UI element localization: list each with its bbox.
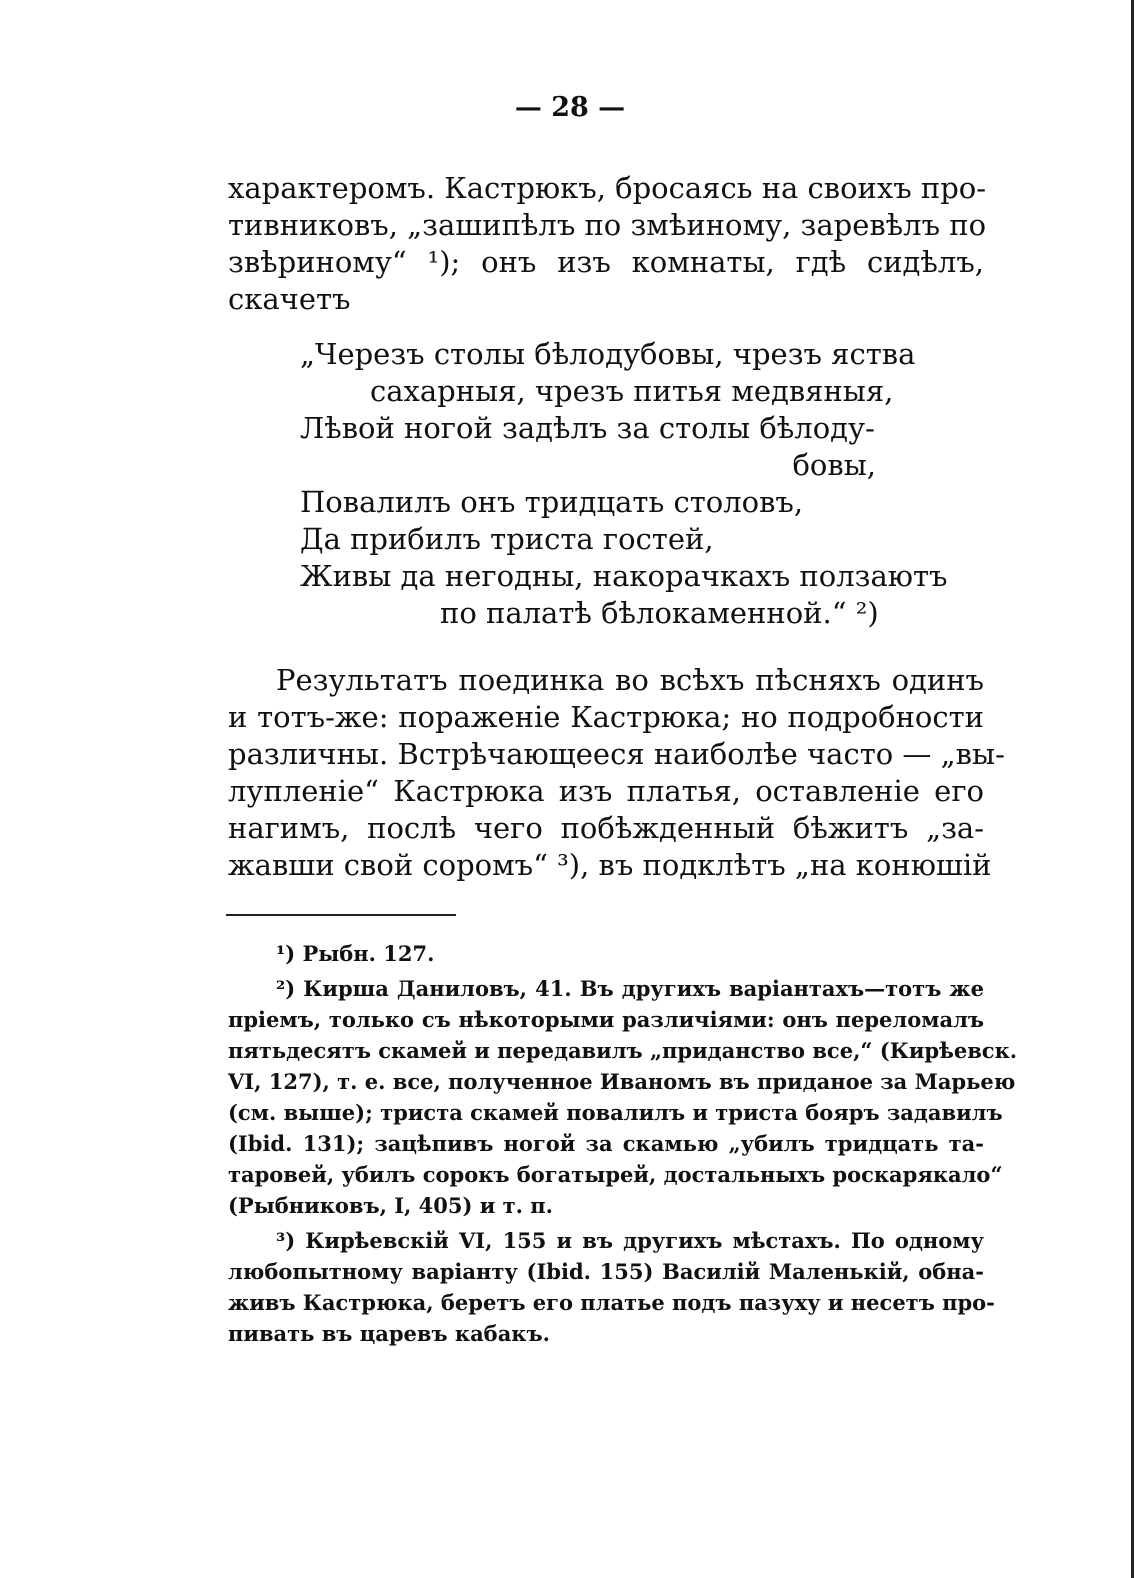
footnote-2 — [228, 973, 1018, 1221]
verse-line: сахарныя, чрезъ питья медвяныя, — [370, 374, 894, 408]
text-line: лупленіе“ Кастрюка изъ платья, оставленіе его — [228, 774, 984, 808]
verse-line: „Черезъ столы бѣлодубовы, чрезъ яства — [300, 337, 916, 371]
text-line: скачетъ — [228, 282, 351, 316]
footnote-line: пивать въ царевъ кабакъ. — [228, 1321, 550, 1346]
text-line: тивниковъ, „зашипѣлъ по змѣиному, заревѣлъ по — [228, 208, 987, 242]
footnote-line: ³) Кирѣевскій VI, 155 и въ другихъ мѣстахъ. По одному — [276, 1228, 984, 1253]
page-edge-shadow — [1131, 0, 1134, 1578]
verse-line: Да прибилъ триста гостей, — [300, 522, 714, 556]
footnote-1 — [228, 938, 984, 969]
footnote-line: VI, 127), т. е. все, полученное Иваномъ въ приданое за Марьею — [228, 1069, 1016, 1094]
verse-line: Живы да негодны, накорачкахъ ползаютъ — [300, 559, 948, 593]
footnote-line: (см. выше); триста скамей повалилъ и триста бояръ задавилъ — [228, 1100, 1003, 1125]
footnote-line: ¹) Рыбн. 127. — [276, 941, 435, 966]
verse-quote — [300, 336, 960, 632]
text-line: звѣриному“ ¹); онъ изъ комнаты, гдѣ сидѣлъ, — [228, 245, 984, 279]
footnote-line: пятьдесятъ скамей и передавилъ „приданство все,“ (Кирѣевск. — [228, 1038, 1018, 1063]
footnote-line: живъ Кастрюка, беретъ его платье подъ пазуху и несетъ про- — [228, 1290, 995, 1315]
footnote-separator — [226, 914, 456, 916]
text-line: различны. Встрѣчающееся наиболѣе часто — „вы- — [228, 737, 1005, 771]
paragraph-1 — [228, 170, 987, 318]
text-line: Результатъ поединка во всѣхъ пѣсняхъ одинъ — [276, 663, 984, 697]
verse-line: по палатѣ бѣлокаменной.“ ²) — [440, 596, 879, 630]
footnote-3 — [228, 1225, 995, 1349]
footnote-line: (Рыбниковъ, I, 405) и т. п. — [228, 1193, 553, 1218]
page-number: — 28 — — [514, 92, 626, 123]
text-line: характеромъ. Кастрюкъ, бросаясь на своихъ про- — [228, 171, 987, 205]
verse-line: Лѣвой ногой задѣлъ за столы бѣлоду- — [300, 411, 875, 445]
footnote-line: любопытному варіанту (Ibid. 155) Василій Маленькій, обна- — [228, 1259, 984, 1284]
text-line: и тотъ-же: пораженіе Кастрюка; но подробности — [228, 700, 984, 734]
footnote-line: пріемъ, только съ нѣкоторыми различіями: онъ переломалъ — [228, 1007, 984, 1032]
text-line: жавши свой соромъ“ ³), въ подклѣтъ „на конюшій — [228, 848, 992, 882]
footnote-line: таровей, убилъ сорокъ богатырей, достальныхъ роскарякало“ — [228, 1162, 1003, 1187]
verse-line: бовы, — [792, 448, 876, 482]
footnotes — [228, 938, 1018, 1353]
verse-line: Повалилъ онъ тридцать столовъ, — [300, 485, 804, 519]
text-line: нагимъ, послѣ чего побѣжденный бѣжитъ „за- — [228, 811, 984, 845]
footnote-line: (Ibid. 131); зацѣпивъ ногой за скамью „убилъ тридцать та- — [228, 1131, 984, 1156]
footnote-line: ²) Кирша Даниловъ, 41. Въ другихъ варіантахъ—тотъ же — [276, 976, 984, 1001]
paragraph-2 — [228, 662, 1005, 884]
